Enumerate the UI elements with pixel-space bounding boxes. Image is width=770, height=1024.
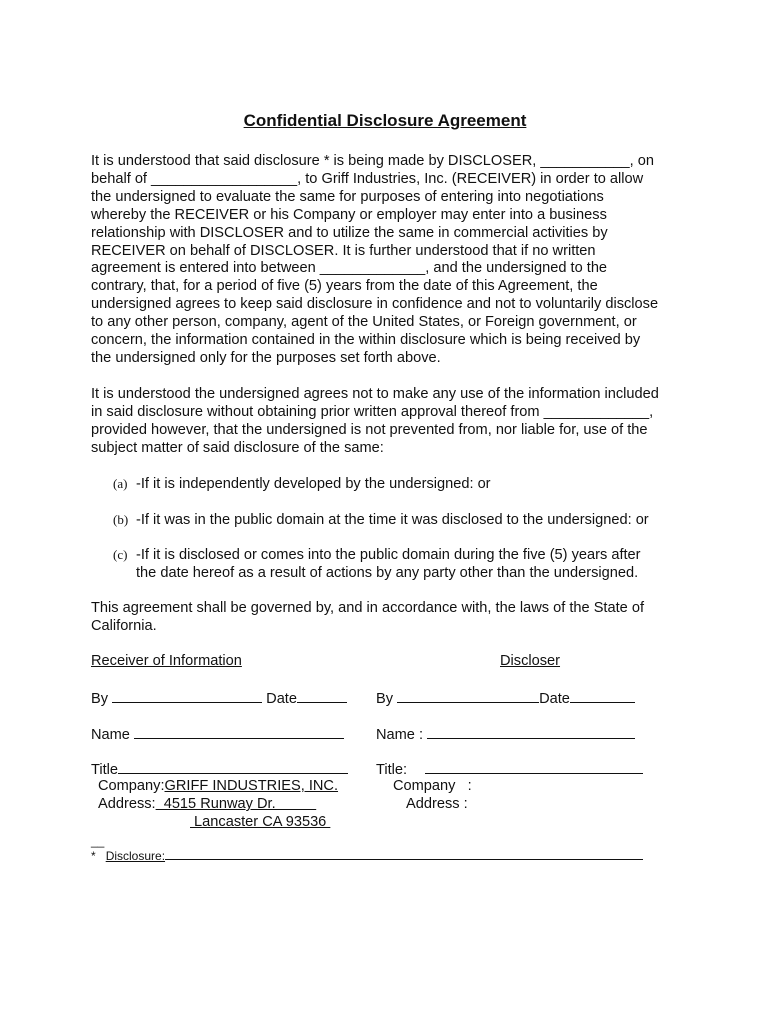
paragraph-line: contrary, that, for a period of five (5) years from the date of this Agreement, the xyxy=(91,278,598,295)
paragraph-intro xyxy=(91,153,691,368)
discloser-company-label: Company : xyxy=(393,778,472,794)
paragraph-line: concern, the information contained in the within disclosure which is being received by xyxy=(91,332,641,349)
receiver-title-row xyxy=(91,760,348,780)
receiver-name-field[interactable] xyxy=(134,725,344,739)
discloser-by-row xyxy=(376,689,635,709)
receiver-date-label: Date xyxy=(266,691,297,707)
paragraph-line: undersigned agrees to keep said disclosure in confidence and not to voluntarily disclose xyxy=(91,296,659,313)
discloser-heading: Discloser xyxy=(500,653,561,669)
receiver-company-label: Company: xyxy=(98,778,165,794)
discloser-name-label: Name : xyxy=(376,727,424,743)
footnote xyxy=(91,849,643,863)
document-title: Confidential Disclosure Agreement xyxy=(243,111,527,130)
discloser-title-field[interactable] xyxy=(425,760,643,774)
paragraph-line: the undersigned to evaluate the same for purposes of entering into negotiations xyxy=(91,188,604,205)
receiver-address-label: Address: xyxy=(98,796,156,812)
receiver-address-line1: 4515 Runway Dr. xyxy=(155,796,317,812)
paragraph-governing-law xyxy=(91,600,691,636)
list-marker: (c) xyxy=(113,547,128,562)
footnote-marker: * xyxy=(91,849,96,863)
discloser-by-label: By xyxy=(376,691,394,707)
footnote-label: Disclosure: xyxy=(105,849,166,863)
paragraph-line: California. xyxy=(91,617,157,634)
receiver-address-line2: Lancaster CA 93536 xyxy=(190,814,331,830)
paragraph-line: whereby the RECEIVER or his Company or employer may enter into a business xyxy=(91,206,607,223)
paragraph-line: It is understood the undersigned agrees not to make any use of the information included xyxy=(91,386,659,402)
paragraph-line: It is understood that said disclosure * is being made by DISCLOSER, ___________, on xyxy=(91,153,655,169)
list-item-text-continued: the date hereof as a result of actions by any party other than the undersigned. xyxy=(136,564,639,581)
receiver-by-row xyxy=(91,689,347,709)
list-item-text: -If it is disclosed or comes into the public domain during the five (5) years after xyxy=(136,547,641,563)
paragraph-line: This agreement shall be governed by, and in accordance with, the laws of the State of xyxy=(91,600,644,616)
discloser-title-label: Title: xyxy=(376,762,408,778)
footnote-rule: __ xyxy=(91,834,105,848)
discloser-name-field[interactable] xyxy=(427,725,635,739)
list-item-b xyxy=(113,511,649,530)
receiver-name-label: Name xyxy=(91,727,130,743)
paragraph-line: agreement is entered into between _____________, and the undersigned to the xyxy=(91,260,608,277)
discloser-date-field[interactable] xyxy=(570,689,635,703)
receiver-address-row xyxy=(98,796,316,814)
receiver-by-field[interactable] xyxy=(112,689,262,703)
paragraph-line: RECEIVER on behalf of DISCLOSER. It is further understood that if no written xyxy=(91,242,596,259)
list-item-text: -If it is independently developed by the undersigned: or xyxy=(136,476,491,492)
list-item-a xyxy=(113,475,491,494)
paragraph-line: provided however, that the undersigned is not prevented from, nor liable for, use of the xyxy=(91,421,648,438)
list-item-c xyxy=(113,546,641,583)
discloser-address-label: Address : xyxy=(406,796,468,812)
receiver-company-row xyxy=(98,778,338,796)
list-marker: (b) xyxy=(113,512,129,527)
paragraph-line: relationship with DISCLOSER and to utilize the same in commercial activities by xyxy=(91,224,608,241)
paragraph-line: behalf of __________________, to Griff Industries, Inc. (RECEIVER) in order to allow xyxy=(91,170,644,187)
disclosure-field[interactable] xyxy=(165,849,643,860)
discloser-by-field[interactable] xyxy=(397,689,539,703)
paragraph-line: in said disclosure without obtaining prior written approval thereof from _____________, xyxy=(91,403,654,420)
list-item-text: -If it was in the public domain at the time it was disclosed to the undersigned: or xyxy=(136,512,649,528)
paragraph-line: subject matter of said disclosure of the same: xyxy=(91,439,384,456)
receiver-by-label: By xyxy=(91,691,109,707)
receiver-name-row xyxy=(91,725,344,745)
receiver-title-label: Title xyxy=(91,762,119,778)
receiver-title-field[interactable] xyxy=(118,760,348,774)
discloser-title-row xyxy=(376,760,643,780)
paragraph-line: the undersigned only for the purposes set forth above. xyxy=(91,349,441,366)
paragraph-use-restriction xyxy=(91,386,691,458)
receiver-company-value: GRIFF INDUSTRIES, INC. xyxy=(164,778,339,794)
receiver-heading: Receiver of Information xyxy=(91,653,242,669)
list-marker: (a) xyxy=(113,476,128,491)
discloser-date-label: Date xyxy=(539,691,570,707)
receiver-date-field[interactable] xyxy=(297,689,347,703)
discloser-name-row xyxy=(376,725,635,745)
paragraph-line: to any other person, company, agent of the United States, or Foreign government, or xyxy=(91,314,637,331)
